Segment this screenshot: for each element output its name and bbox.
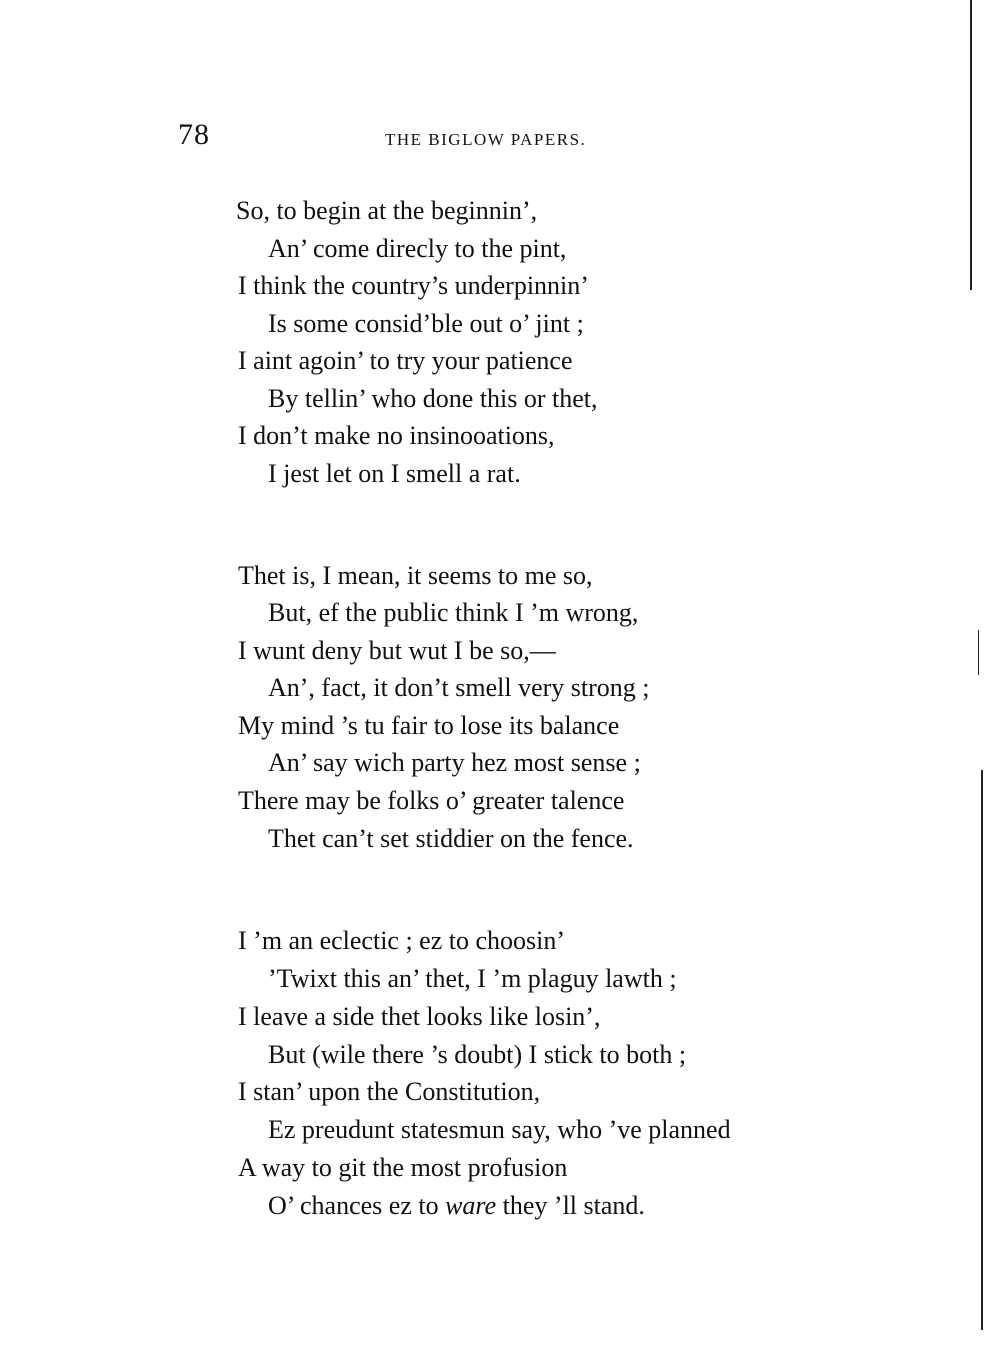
verse-line: My mind ’s tu fair to lose its balance bbox=[238, 711, 620, 740]
verse-line: Thet can’t set stiddier on the fence. bbox=[268, 824, 634, 853]
verse-line: Ez preudunt statesmun say, who ’ve planned bbox=[268, 1115, 731, 1144]
verse-line: An’, fact, it don’t smell very strong ; bbox=[268, 673, 650, 702]
verse-line: By tellin’ who done this or thet, bbox=[268, 384, 598, 413]
verse-line: I jest let on I smell a rat. bbox=[268, 459, 521, 488]
verse-line: An’ say wich party hez most sense ; bbox=[268, 748, 641, 777]
verse-line: A way to git the most profusion bbox=[238, 1153, 568, 1182]
running-head: THE BIGLOW PAPERS. bbox=[385, 130, 587, 149]
verse-line: But, ef the public think I ’m wrong, bbox=[268, 598, 639, 627]
verse-line: I aint agoin’ to try your patience bbox=[238, 346, 573, 375]
verse-line: An’ come direcly to the pint, bbox=[268, 234, 567, 263]
verse-line: I ’m an eclectic ; ez to choosin’ bbox=[238, 926, 566, 955]
page-number: 78 bbox=[178, 118, 210, 151]
verse-text: O’ chances ez to bbox=[268, 1191, 446, 1220]
verse-line: I don’t make no insinooations, bbox=[238, 421, 555, 450]
verse-line: Is some consid’ble out o’ jint ; bbox=[268, 309, 584, 338]
verse-line: But (wile there ’s doubt) I stick to both ; bbox=[268, 1040, 687, 1069]
verse-line: I leave a side thet looks like losin’, bbox=[238, 1002, 601, 1031]
verse-line: ’Twixt this an’ thet, I ’m plaguy lawth ; bbox=[268, 964, 677, 993]
verse-line: So, to begin at the beginnin’, bbox=[236, 196, 538, 225]
scan-edge-mark bbox=[981, 770, 983, 1330]
verse-line: I think the country’s underpinnin’ bbox=[238, 271, 589, 300]
scan-edge-mark bbox=[970, 0, 972, 290]
verse-text: they ’ll stand. bbox=[496, 1191, 645, 1220]
scan-edge-mark bbox=[978, 630, 979, 675]
verse-line: There may be folks o’ greater talence bbox=[238, 786, 625, 815]
verse-line: Thet is, I mean, it seems to me so, bbox=[238, 561, 593, 590]
emphasized-word: ware bbox=[445, 1191, 497, 1220]
verse-line-last bbox=[268, 1193, 645, 1219]
verse-line: I wunt deny but wut I be so,— bbox=[238, 636, 556, 665]
verse-line: I stan’ upon the Constitution, bbox=[238, 1077, 541, 1106]
